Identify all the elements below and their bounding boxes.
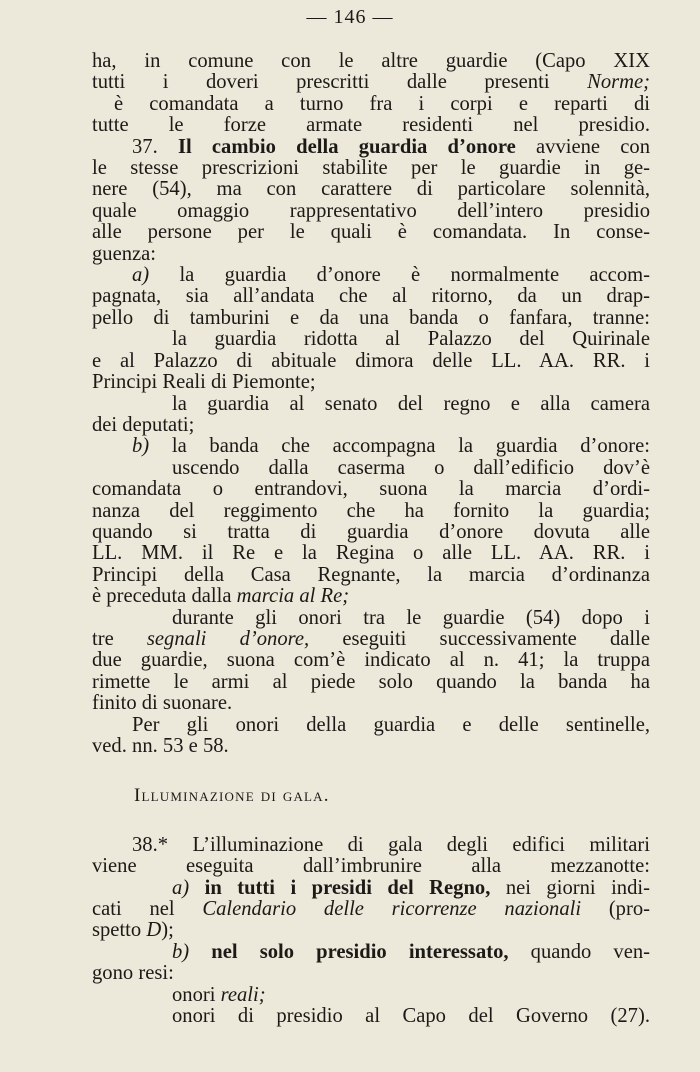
section-subheading: Illuminazione di gala. xyxy=(134,785,330,807)
section-title: Il cambio della guardia d’onore xyxy=(177,135,516,158)
text-line: nere (54), ma con carattere di particolare solennità, xyxy=(92,178,650,201)
text-line: Per gli onori della guardia e delle sentinelle, xyxy=(132,713,650,736)
text-line: due guardie, suona com’è indicato al n. 41; la truppa xyxy=(92,649,650,672)
text-line: le stesse prescrizioni stabilite per le guardie in ge- xyxy=(92,157,650,180)
item-a: a) la guardia d’onore è normalmente accom- xyxy=(132,264,650,287)
text-line: ved. nn. 53 e 58. xyxy=(92,735,229,757)
item-b: b) la banda che accompagna la guardia d’onore: xyxy=(132,435,650,458)
text-line: tutti i doveri prescritti dalle presenti Norme; xyxy=(92,71,650,94)
text-line: durante gli onori tra le guardie (54) dopo i xyxy=(172,606,650,629)
text-line: è comandata a turno fra i corpi e reparti di xyxy=(114,92,650,115)
text-line: viene eseguita dall’imbrunire alla mezzanotte: xyxy=(92,855,650,878)
text-line: Principi della Casa Regnante, la marcia d’ordinanza xyxy=(92,563,650,586)
text-line: guenza: xyxy=(92,242,157,265)
text-line: cati nel Calendario delle ricorrenze nazionali (pro- xyxy=(92,898,650,921)
text-line: è preceduta dalla marcia al Re; xyxy=(92,585,350,608)
text-line: spetto D); xyxy=(92,919,174,942)
text-line: e al Palazzo di abituale dimora delle LL. AA. RR. i xyxy=(92,349,650,372)
page-body xyxy=(92,51,650,1027)
text-line: dei deputati; xyxy=(92,413,195,436)
text-line: onori di presidio al Capo del Governo (27). xyxy=(172,1005,650,1028)
text-line: tutte le forze armate residenti nel presidio. xyxy=(92,114,650,137)
text-line: finito di suonare. xyxy=(92,692,233,715)
text-line: uscendo dalla caserma o dall’edificio dov’è xyxy=(172,456,650,479)
text-line: alle persone per le quali è comandata. In conse- xyxy=(92,221,650,244)
text-line: la guardia al senato del regno e alla camera xyxy=(172,392,650,415)
item-b: b) nel solo presidio interessato, quando ven- xyxy=(172,940,650,963)
text-line: la guardia ridotta al Palazzo del Quirinale xyxy=(172,328,650,351)
text-line: Principi Reali di Piemonte; xyxy=(92,371,316,394)
text-line: LL. MM. il Re e la Regina o alle LL. AA. RR. i xyxy=(92,542,650,565)
text-line: rimette le armi al piede solo quando la banda ha xyxy=(92,670,650,693)
text-line: pello di tamburini e da una banda o fanfara, tranne: xyxy=(92,306,650,329)
text-line: pagnata, sia all’andata che al ritorno, da un drap- xyxy=(92,285,650,308)
text-line: nanza del reggimento che ha fornito la guardia; xyxy=(92,499,650,522)
item-a: a) in tutti i presidi del Regno, nei giorni indi- xyxy=(172,876,650,899)
text-line: quando si tratta di guardia d’onore dovuta alle xyxy=(92,520,650,543)
text-line: comandata o entrandovi, suona la marcia d’ordi- xyxy=(92,478,650,501)
text-line: gono resi: xyxy=(92,962,174,985)
paragraph-37-start: 37. Il cambio della guardia d’onore avviene con xyxy=(132,135,651,158)
text-line: tre segnali d’onore, eseguiti successivamente dalle xyxy=(92,627,650,650)
text-line: ha, in comune con le altre guardie (Capo XIX xyxy=(92,50,650,72)
paragraph-38-start: 38.* L’illuminazione di gala degli edifici militari xyxy=(132,833,650,856)
text-line: onori reali; xyxy=(172,983,266,1006)
text-line: quale omaggio rappresentativo dell’intero presidio xyxy=(92,199,650,222)
page-number: — 146 — xyxy=(306,6,394,28)
